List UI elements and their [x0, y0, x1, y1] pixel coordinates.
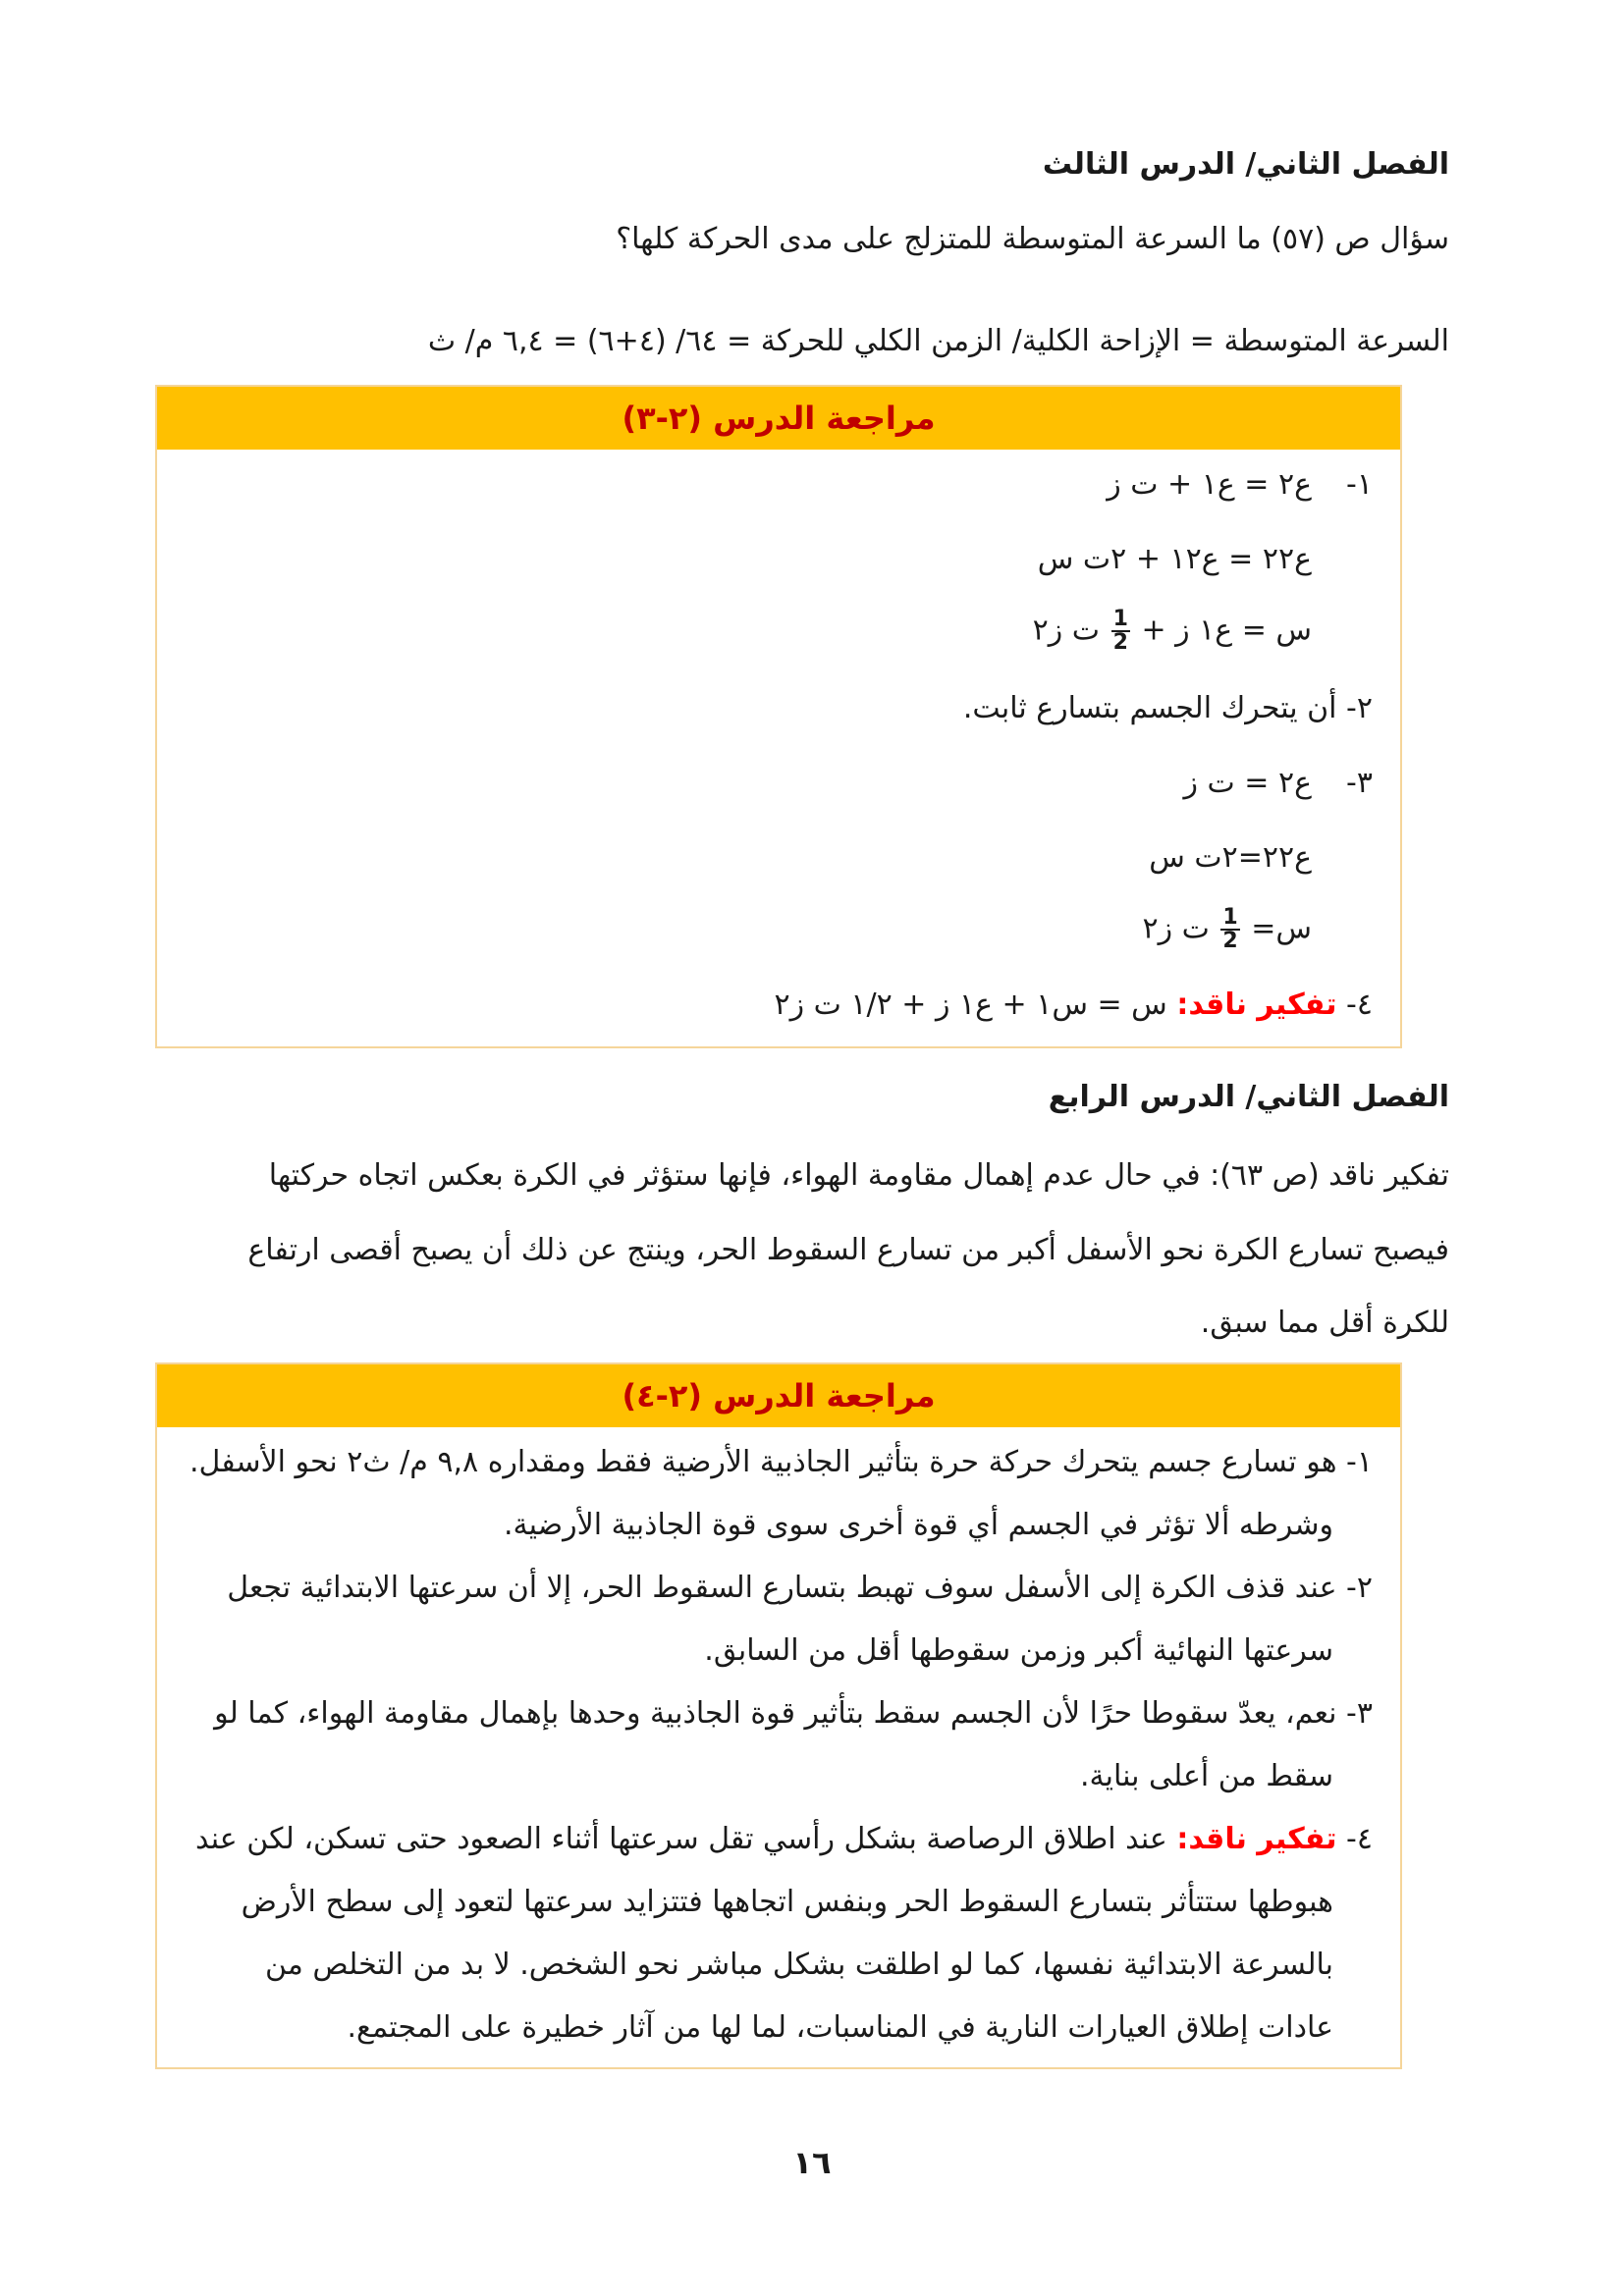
review2-line-8: هبوطها ستتأثر بتسارع السقوط الحر وبنفس اتجاهها فتتزايد سرعتها لتعود إلى سطح الأرض: [241, 1885, 1333, 1919]
critical-thinking-label: تفكير ناقد:: [1176, 988, 1337, 1022]
review-box-2-4: [155, 1362, 1402, 2069]
review1-item4-number: ٤-: [1346, 988, 1373, 1022]
review2-item4-number: ٤-: [1346, 1822, 1373, 1856]
review1-equation-3c-pre: س=: [1251, 911, 1312, 946]
review2-line-4: سرعتها النهائية أكبر وزمن سقوطها أقل من السابق.: [704, 1633, 1333, 1668]
lesson4-paragraph-line-1: تفكير ناقد (ص ٦٣): في حال عدم إهمال مقاومة الهواء، فإنها ستؤثر في الكرة بعكس اتجاه حركتها: [268, 1158, 1449, 1193]
fraction-half: [1111, 609, 1130, 654]
lesson3-answer: السرعة المتوسطة = الإزاحة الكلية/ الزمن الكلي للحركة = ٦٤/ (٤+٦) = ٦,٤ م/ ث: [427, 324, 1449, 358]
review2-line-5: ٣- نعم، يعدّ سقوطا حرًا لأن الجسم سقط بتأثير قوة الجاذبية وحدها بإهمال مقاومة الهواء، كما لو: [214, 1696, 1373, 1731]
review1-equation-3a: ع٢ = ت ز: [1183, 766, 1312, 800]
review1-equation-1a: ع٢ = ع١ + ت ز: [1107, 467, 1312, 502]
review-box-title: مراجعة الدرس (٢-٤): [157, 1364, 1400, 1427]
lesson3-heading: الفصل الثاني/ الدرس الثالث: [1042, 147, 1449, 182]
review1-equation-1c-post: ت ز٢: [1032, 613, 1101, 648]
lesson3-question: سؤال ص (٥٧) ما السرعة المتوسطة للمتزلج على مدى الحركة كلها؟: [616, 222, 1449, 256]
page-number: ١٦: [792, 2144, 832, 2181]
fraction-half: [1220, 907, 1239, 952]
review-box-title: مراجعة الدرس (٢-٣): [157, 387, 1400, 450]
review1-equation-1b: ع٢٢ = ع١٢ + ٢ت س: [1037, 542, 1312, 576]
review2-line-2: وشرطه ألا تؤثر في الجسم أي قوة أخرى سوى قوة الجاذبية الأرضية.: [503, 1508, 1333, 1542]
review1-equation-3c: [1142, 907, 1312, 952]
review1-item1-number: ١-: [1346, 467, 1373, 502]
review1-equation-3c-post: ت ز٢: [1142, 911, 1210, 946]
review1-item4: [774, 988, 1373, 1022]
review2-line-7: [195, 1822, 1373, 1856]
critical-thinking-label: تفكير ناقد:: [1176, 1822, 1337, 1856]
review2-line-9: بالسرعة الابتدائية نفسها، كما لو اطلقت بشكل مباشر نحو الشخص. لا بد من التخلص من: [264, 1948, 1333, 1982]
review2-line-1: ١- هو تسارع جسم يتحرك حركة حرة بتأثير الجاذبية الأرضية فقط ومقداره ٩,٨ م/ ث٢ نحو الأسفل.: [189, 1445, 1373, 1479]
lesson4-paragraph-line-2: فيصبح تسارع الكرة نحو الأسفل أكبر من تسارع السقوط الحر، وينتج عن ذلك أن يصبح أقصى ارتفاع: [247, 1233, 1449, 1267]
review1-equation-1c-pre: س = ع١ ز +: [1141, 613, 1312, 648]
lesson4-heading: الفصل الثاني/ الدرس الرابع: [1048, 1080, 1449, 1114]
review1-item2: ٢- أن يتحرك الجسم بتسارع ثابت.: [962, 691, 1373, 725]
review1-equation-1c: [1033, 609, 1312, 654]
fraction-denominator: 2: [1222, 929, 1238, 953]
fraction-denominator: 2: [1112, 630, 1128, 655]
review-box-2-3: [155, 385, 1402, 1048]
review1-item4-equation: س = س١ + ع١ ز + ١/٢ ت ز٢: [774, 988, 1167, 1022]
lesson4-paragraph-line-3: للكرة أقل مما سبق.: [1200, 1306, 1449, 1340]
review2-line-6: سقط من أعلى بناية.: [1080, 1759, 1333, 1793]
review1-equation-3b: ع٢٢=٢ت س: [1149, 840, 1312, 875]
fraction-numerator: 1: [1112, 607, 1128, 631]
fraction-numerator: 1: [1222, 905, 1238, 930]
review2-line-3: ٢- عند قذف الكرة إلى الأسفل سوف تهبط بتسارع السقوط الحر، إلا أن سرعتها الابتدائية تجعل: [227, 1571, 1373, 1605]
review2-item4-text: عند اطلاق الرصاصة بشكل رأسي تقل سرعتها أثناء الصعود حتى تسكن، لكن عند: [195, 1822, 1167, 1856]
review2-line-10: عادات إطلاق العيارات النارية في المناسبات، لما لها من آثار خطيرة على المجتمع.: [347, 2010, 1333, 2045]
review1-item3-number: ٣-: [1346, 766, 1373, 800]
